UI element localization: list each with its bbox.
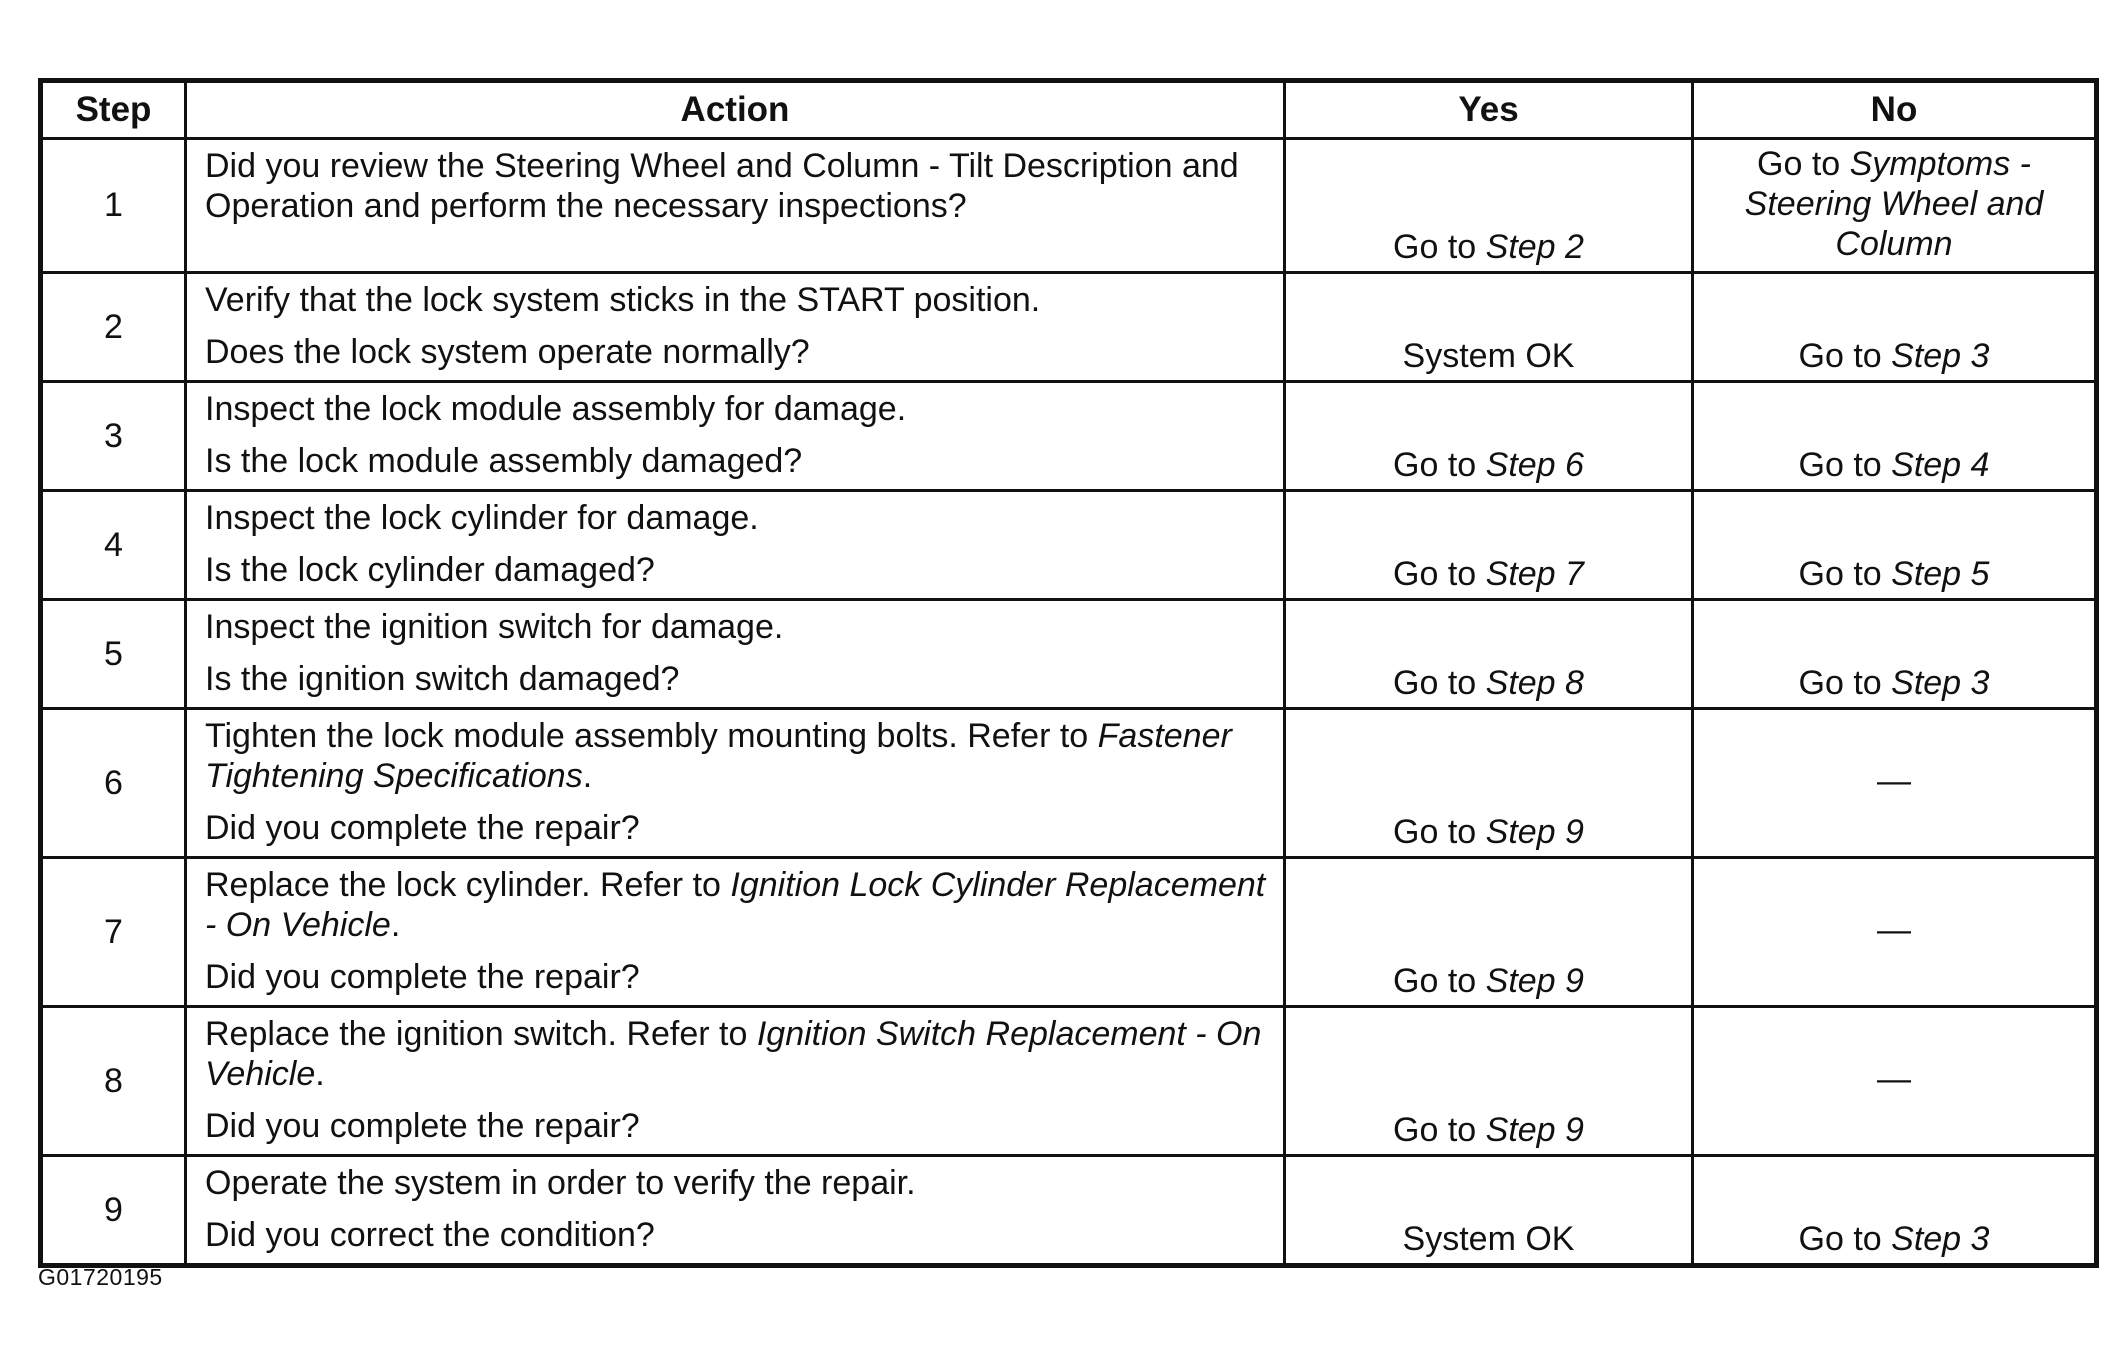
no-dash: — xyxy=(1877,762,1911,800)
no-dash: — xyxy=(1877,911,1911,949)
action-reference: Ignition Switch Replacement - On Vehicle xyxy=(205,1015,1262,1093)
yes-text: System OK xyxy=(1402,337,1575,375)
action-instruction: Inspect the ignition switch for damage. xyxy=(205,608,784,646)
action-instruction: Replace the ignition switch. Refer to Ignition Switch Replacement - On Vehicle. xyxy=(205,1015,1262,1093)
table-row xyxy=(41,1007,2097,1156)
table-row xyxy=(41,600,2097,709)
yes-cell xyxy=(1285,139,1693,273)
action-question: Is the ignition switch damaged? xyxy=(205,660,680,698)
yes-step-ref: Step 9 xyxy=(1485,1111,1584,1149)
step-number: 2 xyxy=(41,273,186,382)
header-step: Step xyxy=(41,81,186,139)
yes-step-ref: Step 9 xyxy=(1485,813,1584,851)
action-question: Did you complete the repair? xyxy=(205,1107,640,1145)
table-header-row xyxy=(41,81,2097,139)
yes-cell xyxy=(1285,273,1693,382)
step-number: 6 xyxy=(41,709,186,858)
yes-cell xyxy=(1285,1007,1693,1156)
header-yes: Yes xyxy=(1285,81,1693,139)
step-number: 4 xyxy=(41,491,186,600)
action-question: Did you review the Steering Wheel and Column - Tilt Description and Operation and perform the necessary inspections? xyxy=(205,147,1239,225)
yes-text: Go to xyxy=(1393,228,1486,266)
no-text: Go to xyxy=(1798,1220,1892,1258)
table-row xyxy=(41,858,2097,1007)
yes-step-ref: Step 9 xyxy=(1485,962,1584,1000)
action-cell xyxy=(186,709,1285,858)
action-question: Did you complete the repair? xyxy=(205,809,640,847)
yes-step-ref: Step 7 xyxy=(1485,555,1584,593)
yes-text: Go to xyxy=(1393,962,1486,1000)
no-cell xyxy=(1693,382,2097,491)
yes-step-ref: Step 8 xyxy=(1485,664,1584,702)
action-instruction: Inspect the lock module assembly for damage. xyxy=(205,390,907,428)
action-cell xyxy=(186,491,1285,600)
no-text: Go to xyxy=(1798,337,1892,375)
no-cell xyxy=(1693,1156,2097,1266)
table-row xyxy=(41,382,2097,491)
table-row xyxy=(41,1156,2097,1266)
no-step-ref: Step 3 xyxy=(1891,664,1990,702)
no-step-ref: Step 3 xyxy=(1891,337,1990,375)
step-number: 3 xyxy=(41,382,186,491)
action-instruction: Replace the lock cylinder. Refer to Ignition Lock Cylinder Replacement - On Vehicle. xyxy=(205,866,1266,944)
header-no: No xyxy=(1693,81,2097,139)
no-text: Go to xyxy=(1798,555,1892,593)
diagnostic-table xyxy=(38,78,2099,1268)
action-cell xyxy=(186,858,1285,1007)
yes-step-ref: Step 6 xyxy=(1485,446,1584,484)
yes-step-ref: Step 2 xyxy=(1485,228,1584,266)
no-dash: — xyxy=(1877,1060,1911,1098)
action-cell xyxy=(186,382,1285,491)
table-row xyxy=(41,491,2097,600)
action-cell xyxy=(186,600,1285,709)
no-step-ref: Step 4 xyxy=(1891,446,1990,484)
no-cell xyxy=(1693,491,2097,600)
action-cell xyxy=(186,1007,1285,1156)
table-row xyxy=(41,273,2097,382)
table-row xyxy=(41,709,2097,858)
action-question: Did you complete the repair? xyxy=(205,958,640,996)
action-question: Is the lock cylinder damaged? xyxy=(205,551,655,589)
action-cell xyxy=(186,1156,1285,1266)
no-cell xyxy=(1693,139,2097,273)
action-question: Does the lock system operate normally? xyxy=(205,333,810,371)
action-cell xyxy=(186,273,1285,382)
action-question: Did you correct the condition? xyxy=(205,1216,655,1254)
no-text: Go to xyxy=(1798,446,1892,484)
action-cell xyxy=(186,139,1285,273)
action-instruction: Verify that the lock system sticks in the START position. xyxy=(205,281,1041,319)
no-step-ref: Symptoms - Steering Wheel and Column xyxy=(1744,145,2044,263)
no-text: Go to xyxy=(1757,145,1850,183)
action-question: Is the lock module assembly damaged? xyxy=(205,442,803,480)
header-action: Action xyxy=(186,81,1285,139)
no-step-ref: Step 5 xyxy=(1891,555,1990,593)
no-text: Go to xyxy=(1798,664,1892,702)
no-cell xyxy=(1693,600,2097,709)
yes-text: System OK xyxy=(1402,1220,1575,1258)
step-number: 7 xyxy=(41,858,186,1007)
yes-text: Go to xyxy=(1393,664,1486,702)
step-number: 9 xyxy=(41,1156,186,1266)
action-instruction: Operate the system in order to verify the repair. xyxy=(205,1164,916,1202)
action-instruction: Inspect the lock cylinder for damage. xyxy=(205,499,759,537)
figure-id: G01720195 xyxy=(38,1264,163,1290)
no-step-ref: Step 3 xyxy=(1891,1220,1990,1258)
step-number: 5 xyxy=(41,600,186,709)
yes-cell xyxy=(1285,491,1693,600)
step-number: 1 xyxy=(41,139,186,273)
table-row xyxy=(41,139,2097,273)
no-cell xyxy=(1693,273,2097,382)
yes-cell xyxy=(1285,709,1693,858)
action-reference: Fastener Tightening Specifications xyxy=(205,717,1232,795)
yes-text: Go to xyxy=(1393,813,1486,851)
yes-text: Go to xyxy=(1393,446,1486,484)
yes-text: Go to xyxy=(1393,555,1486,593)
yes-cell xyxy=(1285,600,1693,709)
no-cell xyxy=(1693,709,2097,858)
yes-cell xyxy=(1285,858,1693,1007)
step-number: 8 xyxy=(41,1007,186,1156)
action-instruction: Tighten the lock module assembly mounting bolts. Refer to Fastener Tightening Specifications. xyxy=(205,717,1232,795)
yes-cell xyxy=(1285,382,1693,491)
yes-cell xyxy=(1285,1156,1693,1266)
no-cell xyxy=(1693,1007,2097,1156)
action-reference: Ignition Lock Cylinder Replacement - On Vehicle xyxy=(205,866,1266,944)
no-cell xyxy=(1693,858,2097,1007)
yes-text: Go to xyxy=(1393,1111,1486,1149)
